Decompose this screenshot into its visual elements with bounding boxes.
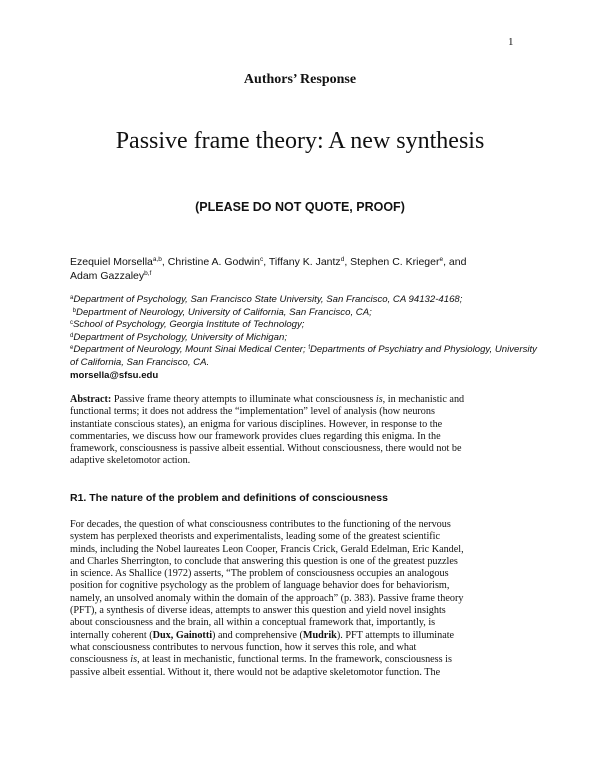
affil-text: School of Psychology, Georgia Institute of Technology; bbox=[73, 319, 305, 331]
author-name: Ezequiel Morsella bbox=[70, 256, 153, 268]
body-line: position for cognitive psychology as the problem of language behavior does for behaviorism, bbox=[70, 580, 450, 592]
body-line: about consciousness and the brain, all within a conceptual framework that, importantly, is bbox=[70, 617, 436, 629]
affil-sup: a bbox=[70, 295, 74, 301]
author-name: Christine A. Godwin bbox=[167, 256, 260, 268]
author-name: Tiffany K. Jantz bbox=[268, 256, 341, 268]
section-kicker: Authors’ Response bbox=[243, 72, 357, 87]
abstract-text: , in mechanistic and bbox=[382, 394, 465, 405]
body-text-run: consciousness bbox=[70, 654, 131, 666]
page-number: 1 bbox=[508, 36, 514, 48]
affil-text: Department of Psychology, San Francisco State University, San Francisco, CA 94132-4168; bbox=[73, 294, 463, 305]
author-affil-sup: d bbox=[340, 256, 345, 263]
affil-sup: f bbox=[308, 345, 310, 352]
body-line: (PFT), a synthesis of diverse ideas, attempts to answer this question and yield novel insights bbox=[70, 605, 446, 617]
affiliation-list bbox=[70, 294, 540, 382]
abstract-line: instantiate conscious states), an enigma for various disciplines. However, in response to the bbox=[70, 418, 443, 430]
body-text-run: , at least in mechanistic, functional terms. In the framework, consciousness is bbox=[137, 654, 452, 666]
body-text-run: ). PFT attempts to illuminate bbox=[336, 629, 455, 641]
author-affil-sup: a,b bbox=[152, 256, 162, 263]
section-heading: R1. The nature of the problem and definitions of consciousness bbox=[70, 492, 388, 504]
body-line: namely, an unsolved anomaly within the domain of the approach” (p. 383). Passive frame theory bbox=[70, 592, 464, 604]
body-text-run: ) and comprehensive ( bbox=[212, 629, 303, 641]
affiliation-line bbox=[70, 294, 540, 307]
body-line: in science. As Shallice (1972) asserts, “The problem of consciousness occupies an analogous bbox=[70, 568, 449, 580]
affil-sup: d bbox=[70, 332, 74, 339]
abstract-emphasis: is bbox=[375, 394, 383, 405]
abstract-label: Abstract: bbox=[70, 394, 112, 405]
abstract-line: functional terms; it does not address the “implementation” level of analysis (how neurons bbox=[70, 406, 435, 418]
body-line: and Charles Sherrington, to conclude that answering this question is one of the greatest puzzles bbox=[70, 555, 458, 567]
author-separator: , bbox=[263, 256, 269, 268]
abstract bbox=[70, 394, 532, 468]
citation-bold: Mudrik bbox=[302, 629, 337, 641]
body-text-run: internally coherent ( bbox=[70, 629, 153, 641]
abstract-line: framework, consciousness is passive albeit essential. Without consciousness, there would not be bbox=[70, 443, 462, 455]
author-name: Adam Gazzaley bbox=[70, 270, 145, 282]
body-line: what consciousness contributes to nervous function, how it serves this role, and what bbox=[70, 641, 417, 653]
abstract-line bbox=[70, 394, 532, 406]
body-line bbox=[70, 630, 532, 642]
proof-notice: (PLEASE DO NOT QUOTE, PROOF) bbox=[195, 200, 405, 214]
body-line bbox=[70, 654, 532, 666]
author-affil-sup: e bbox=[439, 256, 444, 263]
affil-sup: c bbox=[70, 320, 73, 327]
body-emphasis: is bbox=[130, 654, 138, 666]
body-line: system has perplexed theorists and experimentalists, leading some of the greatest scientific bbox=[70, 531, 441, 543]
affil-sup: b bbox=[72, 307, 77, 314]
affiliation-line bbox=[70, 319, 540, 332]
body-line: passive albeit essential. Without it, there would not be adaptive skeletomotor function. The bbox=[70, 666, 441, 678]
body-text bbox=[70, 519, 532, 679]
author-affil-sup: b,f bbox=[144, 270, 152, 277]
author-separator: , bbox=[161, 256, 168, 268]
paper-title: Passive frame theory: A new synthesis bbox=[115, 128, 485, 154]
affiliation-line bbox=[70, 344, 540, 369]
body-line: minds, including the Nobel laureates Leon Cooper, Francis Crick, Gerald Edelman, Eric Kandel, bbox=[70, 543, 464, 555]
affil-text: Department of Neurology, University of California, San Francisco, CA; bbox=[76, 306, 372, 318]
body-line: For decades, the question of what consciousness contributes to the functioning of the nervous bbox=[70, 519, 451, 530]
affil-sup: e bbox=[70, 345, 74, 352]
citation-bold: Dux, Gainotti bbox=[152, 629, 213, 641]
abstract-line: adaptive skeletomotor action. bbox=[70, 455, 191, 467]
affil-text: Departments of Psychiatry and Physiology, University of California, San Francisco, CA. bbox=[70, 344, 537, 368]
affiliation-line bbox=[70, 332, 540, 345]
abstract-line: commentaries, we discuss how our framework provides clues regarding this enigma. In the bbox=[70, 430, 441, 442]
affiliation-line bbox=[70, 307, 540, 320]
contact-email[interactable]: morsella@sfsu.edu bbox=[70, 369, 159, 381]
author-affil-sup: c bbox=[259, 256, 264, 263]
author-separator: , bbox=[344, 256, 351, 268]
author-list bbox=[70, 255, 540, 283]
author-name: Stephen C. Krieger bbox=[350, 256, 440, 268]
abstract-text: Passive frame theory attempts to illuminate what consciousness bbox=[111, 394, 376, 405]
affil-text: Department of Psychology, University of Michigan; bbox=[73, 331, 287, 343]
affil-text: Department of Neurology, Mount Sinai Medical Center; bbox=[73, 344, 309, 356]
author-separator: , and bbox=[443, 256, 467, 268]
